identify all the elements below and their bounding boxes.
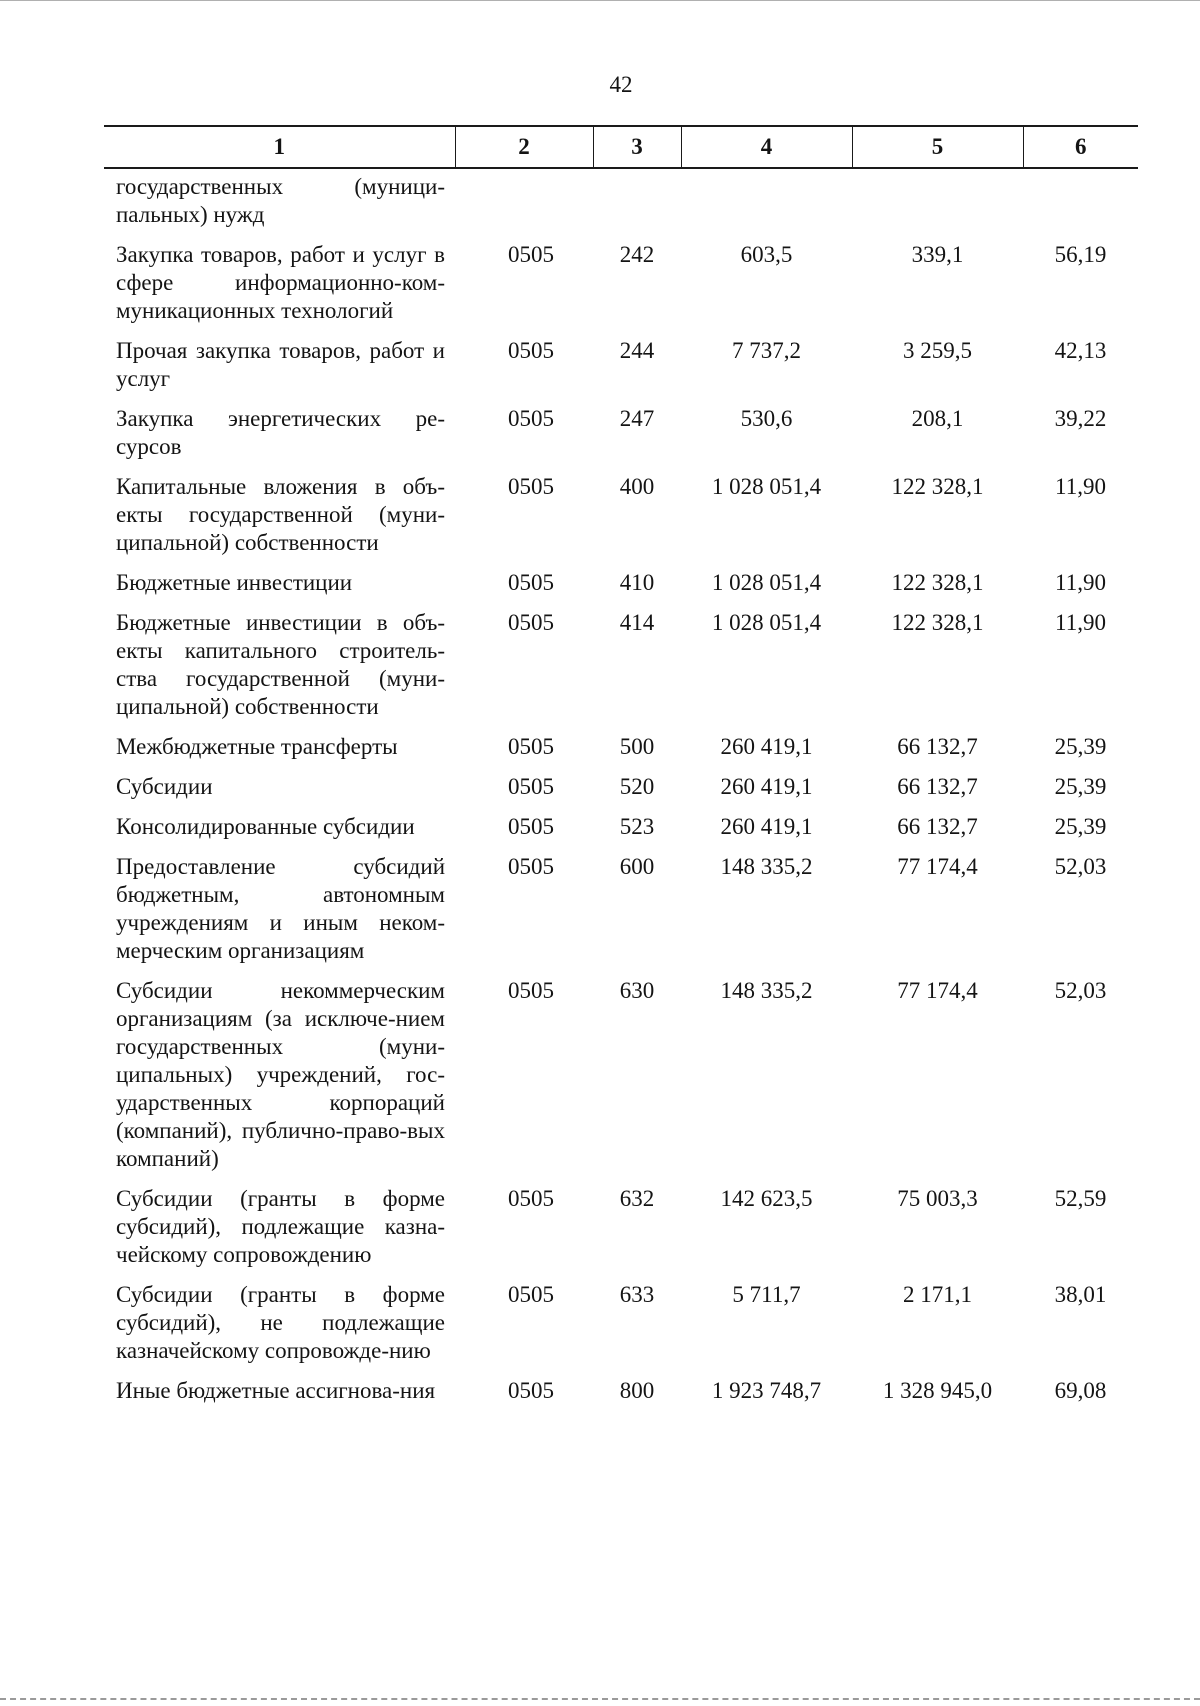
row-cell-col-2: 0505 — [508, 242, 554, 267]
row-cell-col-5 — [852, 168, 1023, 241]
row-name-cell: Закупка энергетических ре-сурсов — [116, 406, 445, 459]
table-row — [104, 473, 1138, 569]
row-cell-col-4: 1 923 748,7 — [711, 1378, 822, 1403]
row-cell-col-5: 66 132,7 — [897, 814, 978, 839]
row-cell-col-3: 400 — [619, 474, 655, 499]
row-cell-col-6: 52,03 — [1054, 978, 1107, 1003]
table-row — [104, 241, 1138, 337]
row-cell-col-4: 260 419,1 — [720, 814, 813, 839]
row-cell-col-3 — [593, 168, 681, 241]
row-cell-col-2: 0505 — [508, 338, 554, 363]
row-cell-col-3: 247 — [619, 406, 655, 431]
header-col-4: 4 — [681, 126, 852, 168]
row-cell-col-2: 0505 — [508, 1282, 554, 1307]
header-col-5: 5 — [852, 126, 1023, 168]
row-name-cell: государственных (муници-пальных) нужд — [116, 174, 445, 227]
row-cell-col-4: 260 419,1 — [720, 734, 813, 759]
row-name-cell: Субсидии — [116, 774, 213, 799]
row-cell-col-3: 632 — [619, 1186, 655, 1211]
row-cell-col-5: 75 003,3 — [897, 1186, 978, 1211]
row-cell-col-5: 2 171,1 — [903, 1282, 972, 1307]
header-col-6: 6 — [1023, 126, 1138, 168]
row-name-cell: Бюджетные инвестиции — [116, 570, 353, 595]
row-cell-col-2: 0505 — [508, 406, 554, 431]
scan-top-edge — [0, 0, 1200, 1]
row-cell-col-4: 148 335,2 — [720, 854, 813, 879]
row-cell-col-5: 3 259,5 — [903, 338, 972, 363]
header-col-3: 3 — [593, 126, 681, 168]
row-cell-col-2: 0505 — [508, 774, 554, 799]
table-row — [104, 337, 1138, 405]
row-cell-col-3: 630 — [619, 978, 655, 1003]
table-row — [104, 405, 1138, 473]
row-cell-col-4: 142 623,5 — [720, 1186, 813, 1211]
row-cell-col-6: 56,19 — [1054, 242, 1107, 267]
row-cell-col-6 — [1023, 168, 1138, 241]
row-cell-col-6: 25,39 — [1054, 734, 1107, 759]
table-row — [104, 168, 1138, 241]
row-cell-col-4: 1 028 051,4 — [711, 570, 822, 595]
row-cell-col-6: 25,39 — [1054, 814, 1107, 839]
row-cell-col-2: 0505 — [508, 570, 554, 595]
row-cell-col-4: 260 419,1 — [720, 774, 813, 799]
scan-bottom-edge — [0, 1698, 1200, 1700]
row-name-cell: Бюджетные инвестиции в объ-екты капитального строитель-ства государственной (муни-ципальной) собственности — [116, 610, 445, 719]
row-cell-col-5: 77 174,4 — [897, 854, 978, 879]
row-cell-col-5: 1 328 945,0 — [882, 1378, 993, 1403]
row-cell-col-3: 520 — [619, 774, 655, 799]
row-cell-col-2: 0505 — [508, 814, 554, 839]
row-cell-col-4: 1 028 051,4 — [711, 474, 822, 499]
table-row — [104, 1185, 1138, 1281]
row-cell-col-2: 0505 — [508, 854, 554, 879]
row-cell-col-3: 800 — [619, 1378, 655, 1403]
table-row — [104, 1377, 1138, 1417]
row-cell-col-6: 11,90 — [1055, 610, 1106, 635]
row-cell-col-3: 244 — [619, 338, 655, 363]
row-cell-col-3: 600 — [619, 854, 655, 879]
row-cell-col-2: 0505 — [508, 1378, 554, 1403]
row-cell-col-5: 66 132,7 — [897, 774, 978, 799]
row-cell-col-3: 414 — [619, 610, 655, 635]
row-cell-col-4: 603,5 — [740, 242, 793, 267]
row-cell-col-6: 11,90 — [1055, 570, 1106, 595]
budget-table — [104, 125, 1138, 1417]
row-cell-col-6: 11,90 — [1055, 474, 1106, 499]
row-cell-col-5: 122 328,1 — [891, 610, 984, 635]
row-cell-col-5: 66 132,7 — [897, 734, 978, 759]
row-cell-col-2: 0505 — [508, 978, 554, 1003]
row-cell-col-3: 633 — [619, 1282, 655, 1307]
header-row — [104, 126, 1138, 168]
row-cell-col-4 — [681, 168, 852, 241]
table-row — [104, 853, 1138, 977]
row-name-cell: Субсидии (гранты в форме субсидий), не подлежащие казначейскому сопровожде-нию — [116, 1282, 445, 1363]
row-cell-col-5: 208,1 — [911, 406, 964, 431]
row-cell-col-6: 38,01 — [1054, 1282, 1107, 1307]
table-row — [104, 733, 1138, 773]
row-cell-col-4: 530,6 — [740, 406, 793, 431]
row-cell-col-6: 42,13 — [1054, 338, 1107, 363]
row-name-cell: Субсидии (гранты в форме субсидий), подлежащие казна-чейскому сопровождению — [116, 1186, 445, 1267]
row-cell-col-6: 52,03 — [1054, 854, 1107, 879]
row-cell-col-5: 122 328,1 — [891, 570, 984, 595]
row-name-cell: Закупка товаров, работ и услуг в сфере информационно-ком-муникационных технологий — [116, 242, 445, 323]
row-cell-col-2: 0505 — [508, 474, 554, 499]
table-row — [104, 569, 1138, 609]
header-col-1: 1 — [104, 126, 455, 168]
row-cell-col-4: 5 711,7 — [732, 1282, 801, 1307]
row-name-cell: Иные бюджетные ассигнова-ния — [116, 1378, 436, 1403]
row-cell-col-4: 7 737,2 — [732, 338, 801, 363]
row-cell-col-3: 523 — [619, 814, 655, 839]
page-number: 42 — [609, 72, 633, 97]
table-header — [104, 126, 1138, 168]
row-cell-col-5: 339,1 — [911, 242, 964, 267]
row-cell-col-6: 25,39 — [1054, 774, 1107, 799]
row-name-cell: Консолидированные субсидии — [116, 814, 415, 839]
header-col-2: 2 — [455, 126, 593, 168]
row-cell-col-6: 69,08 — [1054, 1378, 1107, 1403]
row-name-cell: Межбюджетные трансферты — [116, 734, 398, 759]
row-cell-col-4: 148 335,2 — [720, 978, 813, 1003]
row-cell-col-6: 52,59 — [1054, 1186, 1107, 1211]
table-row — [104, 977, 1138, 1185]
row-name-cell: Прочая закупка товаров, работ и услуг — [116, 338, 445, 391]
table-row — [104, 773, 1138, 813]
row-name-cell: Субсидии некоммерческим организациям (за исключе-нием государственных (муни-ципальных) учреждений, гос-ударственных корпораций (компаний), публично-право-вых компаний) — [116, 978, 445, 1171]
table-row — [104, 609, 1138, 733]
row-cell-col-4: 1 028 051,4 — [711, 610, 822, 635]
row-cell-col-2: 0505 — [508, 1186, 554, 1211]
row-cell-col-5: 122 328,1 — [891, 474, 984, 499]
row-cell-col-6: 39,22 — [1054, 406, 1107, 431]
row-cell-col-3: 410 — [619, 570, 655, 595]
row-name-cell: Предоставление субсидий бюджетным, автономным учреждениям и иным неком-мерческим организациям — [116, 854, 445, 963]
table-row — [104, 813, 1138, 853]
table-row — [104, 1281, 1138, 1377]
row-cell-col-5: 77 174,4 — [897, 978, 978, 1003]
row-name-cell: Капитальные вложения в объ-екты государственной (муни-ципальной) собственности — [116, 474, 445, 555]
row-cell-col-3: 500 — [619, 734, 655, 759]
row-cell-col-2 — [455, 168, 593, 241]
row-cell-col-2: 0505 — [508, 734, 554, 759]
row-cell-col-2: 0505 — [508, 610, 554, 635]
row-cell-col-3: 242 — [619, 242, 655, 267]
table-body — [104, 168, 1138, 1417]
